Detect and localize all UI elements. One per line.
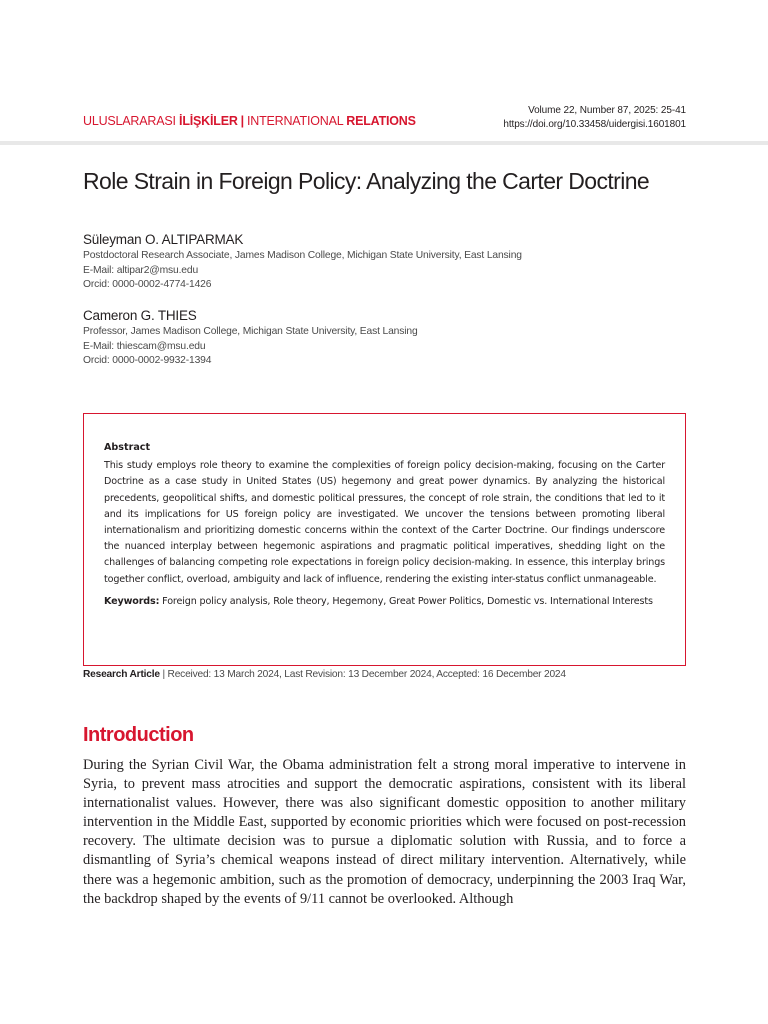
keywords-list: Foreign policy analysis, Role theory, Hegemony, Great Power Politics, Domestic vs. International Interests	[159, 595, 653, 607]
introduction-paragraph: During the Syrian Civil War, the Obama administration felt a strong moral imperative to intervene in Syria, to prevent mass atrocities and support the democratic aspirations, consistent with its liberal internationalist values. However, there was also significant domestic opposition to another military intervention in the Middle East, supported by economic priorities which were focused on post-recession recovery. The ultimate decision was to pursue a diplomatic solution with Russia, and to force a dismantling of Syria’s chemical weapons instead of direct military intervention. Alternatively, while there was a hegemonic ambition, such as the promotion of democracy, underpinning the 2003 Iraq War, the backdrop shaped by the events of 9/11 cannot be overlooked. Although	[83, 757, 686, 907]
author-orcid[interactable]: Orcid: 0000-0002-9932-1394	[83, 355, 212, 366]
journal-name-en-1: INTERNATIONAL	[246, 114, 347, 128]
article-title: Role Strain in Foreign Policy: Analyzing the Carter Doctrine	[83, 168, 650, 194]
journal-name-tr-1: ULUSLARARASI	[83, 114, 180, 128]
author-name: Süleyman O. ALTIPARMAK	[83, 232, 244, 247]
journal-name-separator: |	[240, 114, 244, 128]
abstract-text: This study employs role theory to examine the complexities of foreign policy decision-making, focusing on the Carter Doctrine as a case study in United States (US) hegemony and great power dynamics. By analyzing the historical precedents, geopolitical shifts, and domestic political pressures, the concept of role strain, the conditions that led to it and its implications for US foreign policy are investigated. We uncover the tensions between promoting liberal internationalism and prioritizing domestic concerns within the context of the Carter Doctrine. Our findings underscore the nuanced interplay between hegemonic aspirations and pragmatic political imperatives, shedding light on the challenges of balancing competing role expectations in foreign policy decision-making. In essence, this interplay brings together conflict, overload, ambiguity and lack of influence, rendering the existing inter-status conflict unmanageable.	[104, 460, 665, 585]
journal-header	[83, 104, 686, 132]
header-rule	[0, 141, 768, 145]
doi-link[interactable]: https://doi.org/10.33458/uidergisi.1601801	[503, 119, 686, 130]
author-block-2	[83, 307, 693, 369]
author-affiliation: Postdoctoral Research Associate, James Madison College, Michigan State University, East Lansing	[83, 250, 522, 261]
author-block-1	[83, 231, 693, 293]
journal-name	[83, 114, 416, 128]
journal-meta	[503, 104, 686, 132]
abstract-box	[83, 413, 686, 666]
introduction-heading: Introduction	[83, 724, 194, 746]
volume-line: Volume 22, Number 87, 2025: 25-41	[528, 105, 686, 116]
journal-name-en-2: RELATIONS	[346, 114, 416, 128]
article-dates: | Received: 13 March 2024, Last Revision: 13 December 2024, Accepted: 16 December 2024	[159, 669, 566, 680]
abstract-keywords	[104, 594, 665, 610]
author-email[interactable]: E-Mail: altipar2@msu.edu	[83, 264, 199, 276]
author-email[interactable]: E-Mail: thiescam@msu.edu	[83, 340, 206, 352]
journal-name-tr-2: İLİŞKİLER	[179, 114, 238, 128]
keywords-label: Keywords:	[104, 595, 160, 607]
article-type: Research Article	[83, 669, 160, 680]
author-affiliation: Professor, James Madison College, Michigan State University, East Lansing	[83, 326, 418, 337]
abstract-heading: Abstract	[104, 442, 151, 453]
author-orcid[interactable]: Orcid: 0000-0002-4774-1426	[83, 279, 212, 290]
author-name: Cameron G. THIES	[83, 308, 197, 323]
article-info	[83, 669, 566, 680]
abstract-content	[104, 440, 665, 610]
